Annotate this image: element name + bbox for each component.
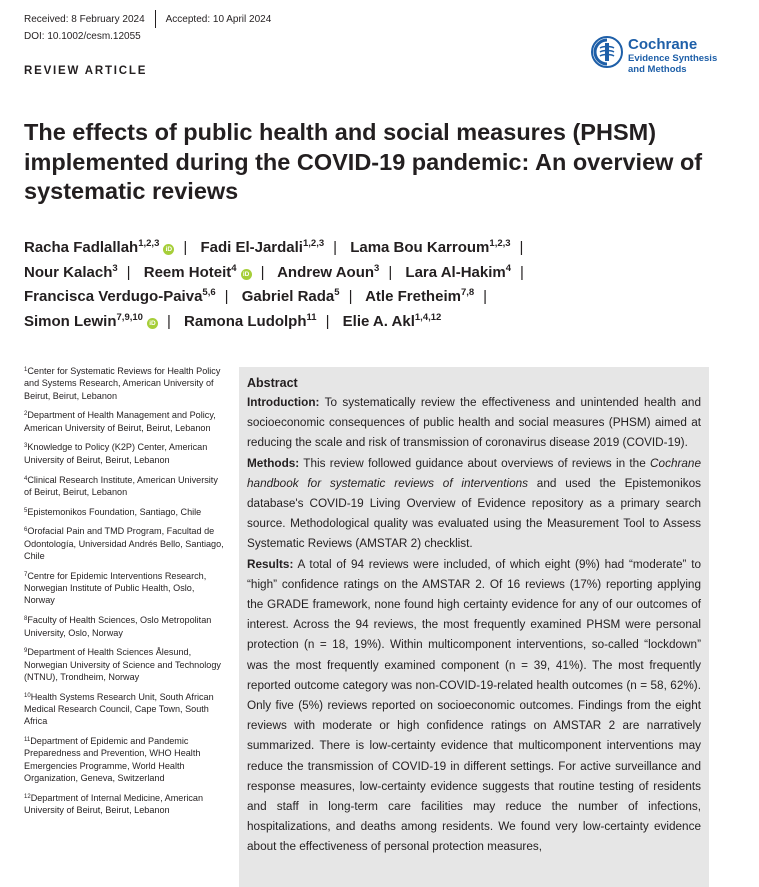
- publication-dates: [24, 10, 271, 28]
- affiliation: $^4$Clinical Research Institute, American University of Beirut, Beirut, Lebanon: [24, 474, 218, 497]
- article-title: The effects of public health and social measures (PHSM) implemented during the COVID-19 pandemic: An overview of systematic reviews: [24, 119, 703, 204]
- author: Lara Al-Hakim$^4$: [405, 262, 512, 281]
- logo-name: Cochrane: [628, 36, 698, 53]
- affiliation: $^2$Department of Health Management and Policy, American University of Beirut, Beirut, Lebanon: [24, 410, 216, 433]
- logo-line3: and Methods: [628, 64, 687, 75]
- orcid-icon[interactable]: iD: [241, 269, 252, 280]
- abstract-results: Results: A total of 94 reviews were included, of which eight (9%) had “moderate” to “high” confidence ratings on the AMSTAR 2. Of 16 reviews (17%) reporting applying the GRADE framework, none found high certainty evidence for any of our outcomes of interest. Across the 94 reviews, the most frequently examined PHSM were personal protection (n = 18, 19%). Within multicomponent interventions, so-called “lockdown” was the most frequently examined component (n = 39, 41%). The most frequently reported outcome category was non-COVID-19-related health outcomes (n = 58, 62%). Only five (5%) reviews reported on socioeconomic outcomes. Findings from the eight reviews with moderate or high confidence ratings on AMSTAR 2 are narratively summarized. There is low-certainty evidence that multicomponent interventions may reduce the transmission of COVID-19 in different settings. For active surveillance and response measures, low-certainty evidence suggests that routine testing of residents and staff in long-term care facilities may reduce the number of infections, hospitalizations, and deaths among residents. We found very low-certainty evidence about the effectiveness of personal protection measures,: [247, 557, 701, 854]
- abstract-introduction: Introduction: To systematically review the effectiveness and unintended health and socioeconomic consequences of public health and social measures (PHSM) aimed at reducing the scale and risk of transmission of coronavirus disease 2019 (COVID-19).: [247, 396, 701, 450]
- author-list: Racha Fadlallah$^{1,2,3}$iD | Fadi El-Jardali$^{1,2,3}$ | Lama Bou Karroum$^{1,2,3}$ | Nour Kalach$^3$ | Reem Hoteit$^4$iD | Andrew Aoun$^3$ | Lara Al-Hakim$^4$ | Francisca Verdugo-Paiva$^{5,6}$ | Gabriel Rada$^5$ | Atle Fretheim$^{7,8}$ | Simon Lewin$^{7,9,10}$iD | Ramona Ludolph$^{11}$ | Elie A. Akl$^{1,4,12}$: [24, 238, 524, 330]
- orcid-icon[interactable]: iD: [147, 318, 158, 329]
- affiliation: $^{10}$Health Systems Research Unit, South African Medical Research Council, Cape Town, South Africa: [24, 691, 214, 727]
- author: Lama Bou Karroum$^{1,2,3}$: [350, 238, 511, 256]
- author: Ramona Ludolph$^{11}$: [184, 311, 317, 330]
- affiliation: $^1$Center for Systematic Reviews for Health Policy and Systems Research, American University of Beirut, Beirut, Lebanon: [24, 366, 221, 401]
- affiliation: $^{12}$Department of Internal Medicine, American University of Beirut, Beirut, Lebanon: [24, 792, 204, 816]
- affiliation: $^6$Orofacial Pain and TMD Program, Facultad de Odontología, Universidad Andrés Bello, Santiago, Chile: [24, 526, 224, 562]
- cochrane-logo: [591, 36, 717, 75]
- divider: [155, 10, 156, 28]
- author: Gabriel Rada$^5$: [241, 287, 340, 305]
- author: Francisca Verdugo-Paiva$^{5,6}$: [24, 287, 216, 305]
- author: Fadi El-Jardali$^{1,2,3}$: [200, 238, 325, 256]
- author: Reem Hoteit$^4$iD: [144, 264, 252, 281]
- abstract-heading: Abstract: [247, 376, 298, 390]
- author: Atle Fretheim$^{7,8}$: [365, 287, 475, 305]
- affiliation: $^3$Knowledge to Policy (K2P) Center, American University of Beirut, Beirut, Lebanon: [24, 442, 208, 465]
- received-date: Received: 8 February 2024: [24, 13, 145, 25]
- author: Racha Fadlallah$^{1,2,3}$iD: [24, 239, 174, 256]
- author: Simon Lewin$^{7,9,10}$iD: [24, 313, 158, 330]
- article-type: REVIEW ARTICLE: [24, 65, 148, 77]
- author: Elie A. Akl$^{1,4,12}$: [342, 311, 442, 330]
- cochrane-logo-icon: [591, 36, 623, 68]
- affiliation: $^5$Epistemonikos Foundation, Santiago, Chile: [24, 506, 202, 517]
- affiliation: $^8$Faculty of Health Sciences, Oslo Metropolitan University, Oslo, Norway: [24, 615, 212, 638]
- author: Andrew Aoun$^3$: [277, 262, 380, 281]
- author: Nour Kalach$^3$: [24, 262, 118, 281]
- affiliations: [24, 365, 224, 824]
- affiliation: $^7$Centre for Epidemic Interventions Research, Norwegian Institute of Public Health, Oslo, Norway: [24, 570, 207, 606]
- affiliation: $^{11}$Department of Epidemic and Pandemic Preparedness and Prevention, WHO Health Emergencies Programme, World Health Organization, Geneva, Switzerland: [24, 736, 201, 784]
- accepted-date: Accepted: 10 April 2024: [165, 13, 272, 25]
- orcid-icon[interactable]: iD: [163, 244, 174, 255]
- abstract-methods: Methods: This review followed guidance about overviews of reviews in the Cochrane handbook for systematic reviews of interventions and used the Epistemonikos database's COVID-19 Living Overview of Evidence repository as a primary search source. Methodological quality was evaluated using the Measurement Tool to Assess Systematic Reviews (AMSTAR 2) checklist.: [247, 456, 701, 551]
- doi: DOI: 10.1002/cesm.12055: [24, 31, 141, 42]
- logo-line2: Evidence Synthesis: [628, 53, 718, 64]
- affiliation: $^9$Department of Health Sciences Ålesund, Norwegian University of Science and Technology (NTNU), Trondheim, Norway: [24, 647, 221, 682]
- abstract-box: [239, 367, 709, 887]
